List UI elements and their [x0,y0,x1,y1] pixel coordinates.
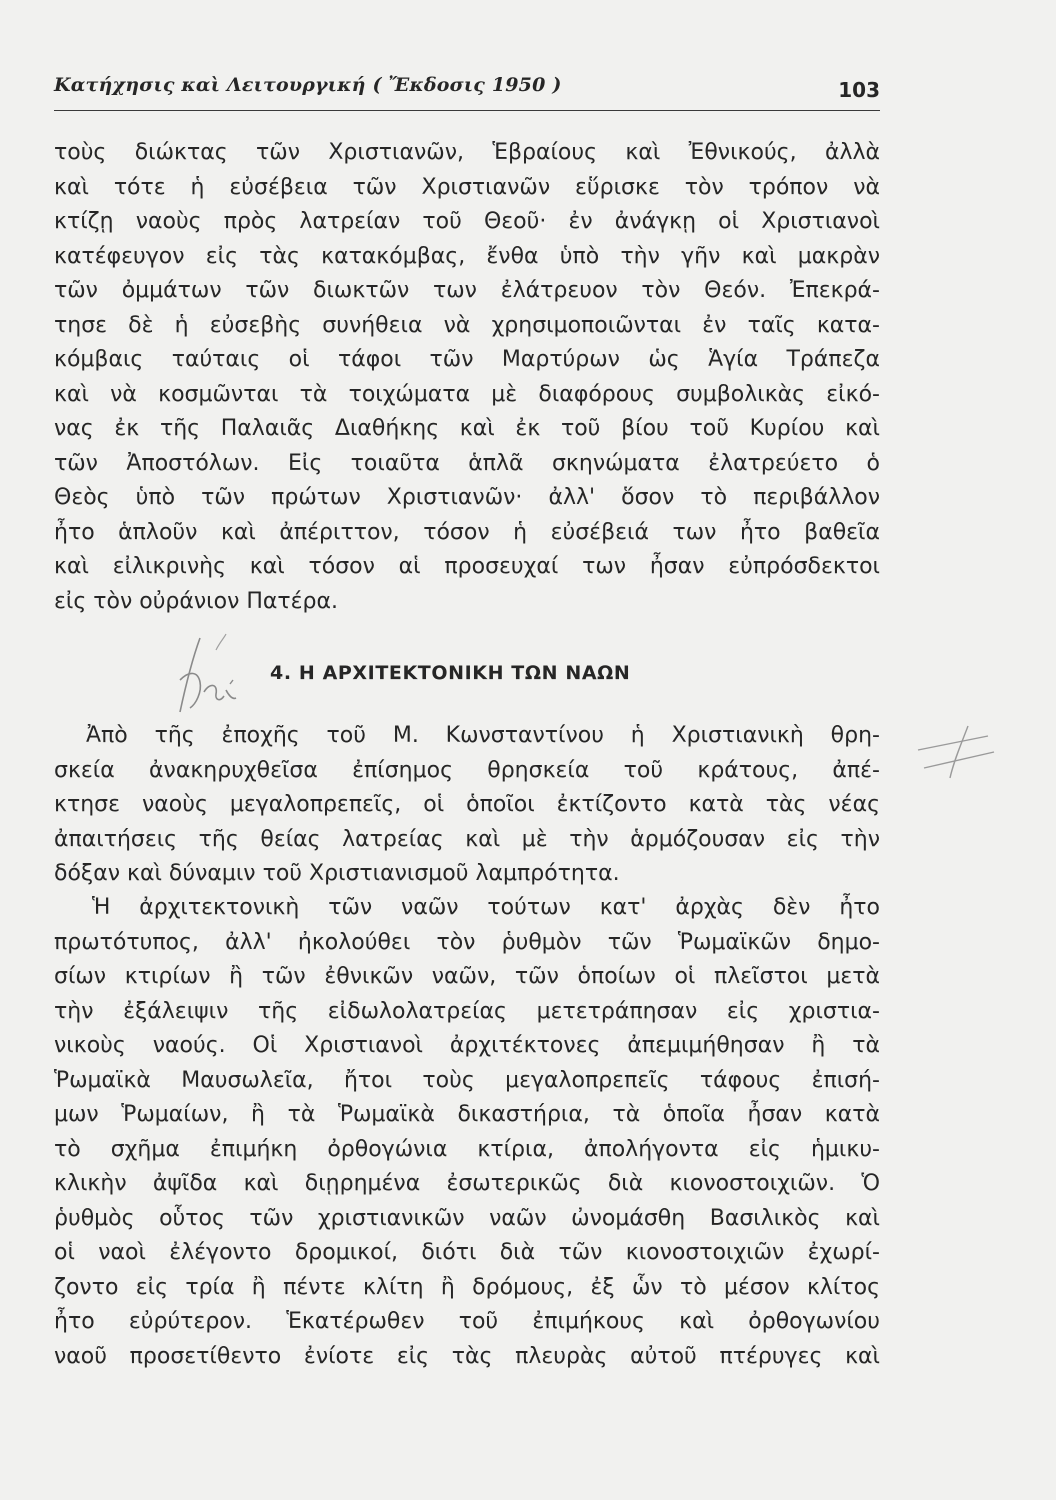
text-line: κτησε ναοὺς μεγαλοπρεπεῖς, οἱ ὁποῖοι ἐκτίζοντο κατὰ τὰς νέας [54,792,880,817]
running-title: Κατήχησις καὶ Λειτουργική ( Ἔκδοσις 1950 ) [54,74,562,96]
margin-mark-icon [910,722,1000,782]
text-line: καὶ νὰ κοσμῶνται τὰ τοιχώματα μὲ διαφόρους συμβολικὰς εἰκό- [54,381,880,407]
text-line: κλικὴν ἀψῖδα καὶ διῃρημένα ἐσωτερικῶς διὰ κιονοστοιχιῶν. Ὁ [54,1171,880,1196]
header-rule [54,110,880,111]
page-number: 103 [838,78,880,102]
text-line: σίων κτιρίων ἢ τῶν ἐθνικῶν ναῶν, τῶν ὁποίων οἱ πλεῖστοι μετὰ [54,964,880,989]
text-line: κτίζῃ ναοὺς πρὸς λατρείαν τοῦ Θεοῦ· ἐν ἀνάγκῃ οἱ Χριστιανοὶ [54,209,880,234]
paragraph-3 [54,891,880,1374]
text-line: τῶν ὀμμάτων τῶν διωκτῶν των ἐλάτρευον τὸν Θεόν. Ἐπεκρά- [54,278,880,303]
text-line: καὶ εἰλικρινὴς καὶ τόσον αἱ προσευχαί των ἦσαν εὐπρόσδεκτοι [54,554,880,579]
section-heading: 4. Η ΑΡΧΙΤΕΚΤΟΝΙΚΗ ΤΩΝ ΝΑΩΝ [270,662,631,684]
text-line: νικοὺς ναούς. Οἱ Χριστιανοὶ ἀρχιτέκτονες ἀπεμιμήθησαν ἢ τὰ [54,1033,880,1058]
text-line: Θεὸς ὑπὸ τῶν πρώτων Χριστιανῶν· ἀλλ' ὅσον τὸ περιβάλλον [54,485,880,510]
text-line: Ῥωμαϊκὰ Μαυσωλεῖα, ἤτοι τοὺς μεγαλοπρεπεῖς τάφους ἐπισή- [54,1067,880,1093]
text-line: τὸ σχῆμα ἐπιμήκη ὀρθογώνια κτίρια, ἀπολήγοντα εἰς ἡμικυ- [54,1136,880,1162]
text-line: ἦτο εὐρύτερον. Ἑκατέρωθεν τοῦ ἐπιμήκους καὶ ὀρθογωνίου [54,1309,880,1334]
text-line: Ἡ ἀρχιτεκτονικὴ τῶν ναῶν τούτων κατ' ἀρχὰς δὲν ἦτο [92,895,880,920]
paragraph-1 [54,136,880,619]
text-line: καὶ τότε ἡ εὐσέβεια τῶν Χριστιανῶν εὕρισκε τὸν τρόπον νὰ [54,174,880,200]
text-line: ῥυθμὸς οὗτος τῶν χριστιανικῶν ναῶν ὠνομάσθη Βασιλικὸς καὶ [54,1205,880,1231]
text-line: ζοντο εἰς τρία ἢ πέντε κλίτη ἢ δρόμους, ἐξ ὧν τὸ μέσον κλίτος [54,1274,880,1300]
text-line: δόξαν καὶ δύναμιν τοῦ Χριστιανισμοῦ λαμπρότητα. [54,861,620,886]
handwritten-note-icon [160,620,260,730]
text-line: σκεία ἀνακηρυχθεῖσα ἐπίσημος θρησκεία τοῦ κράτους, ἀπέ- [54,757,880,783]
text-line: νας ἐκ τῆς Παλαιᾶς Διαθήκης καὶ ἐκ τοῦ βίου τοῦ Κυρίου καὶ [54,416,880,441]
text-line: τοὺς διώκτας τῶν Χριστιανῶν, Ἑβραίους καὶ Ἐθνικούς, ἀλλὰ [54,140,880,165]
text-line: τὴν ἐξάλειψιν τῆς εἰδωλολατρείας μετετράπησαν εἰς χριστια- [54,998,880,1024]
text-line: ἦτο ἁπλοῦν καὶ ἀπέριττον, τόσον ἡ εὐσέβειά των ἦτο βαθεῖα [54,519,880,545]
text-line: τησε δὲ ἡ εὐσεβὴς συνήθεια νὰ χρησιμοποιῶνται ἐν ταῖς κατα- [54,312,880,338]
text-line: μων Ῥωμαίων, ἢ τὰ Ῥωμαϊκὰ δικαστήρια, τὰ ὁποῖα ἦσαν κατὰ [54,1102,880,1127]
text-line: εἰς τὸν οὐράνιον Πατέρα. [54,588,339,614]
running-header [54,74,880,104]
text-line: ναοῦ προσετίθεντο ἐνίοτε εἰς τὰς πλευρὰς αὐτοῦ πτέρυγες καὶ [54,1343,880,1369]
text-line: πρωτότυπος, ἀλλ' ἠκολούθει τὸν ῥυθμὸν τῶν Ῥωμαϊκῶν δημο- [54,929,880,955]
text-line: τῶν Ἀποστόλων. Εἰς τοιαῦτα ἁπλᾶ σκηνώματα ἐλατρεύετο ὁ [54,450,880,476]
text-line: Ἀπὸ τῆς ἐποχῆς τοῦ Μ. Κωνσταντίνου ἡ Χριστιανικὴ θρη- [86,723,880,748]
paragraph-2 [54,719,880,892]
text-line: ἀπαιτήσεις τῆς θείας λατρείας καὶ μὲ τὴν ἁρμόζουσαν εἰς τὴν [54,826,880,852]
text-line: κατέφευγον εἰς τὰς κατακόμβας, ἔνθα ὑπὸ τὴν γῆν καὶ μακρὰν [54,243,880,269]
text-line: οἱ ναοὶ ἐλέγοντο δρομικοί, διότι διὰ τῶν κιονοστοιχιῶν ἐχωρί- [54,1240,880,1265]
text-line: κόμβαις ταύταις οἱ τάφοι τῶν Μαρτύρων ὡς Ἁγία Τράπεζα [54,347,880,372]
